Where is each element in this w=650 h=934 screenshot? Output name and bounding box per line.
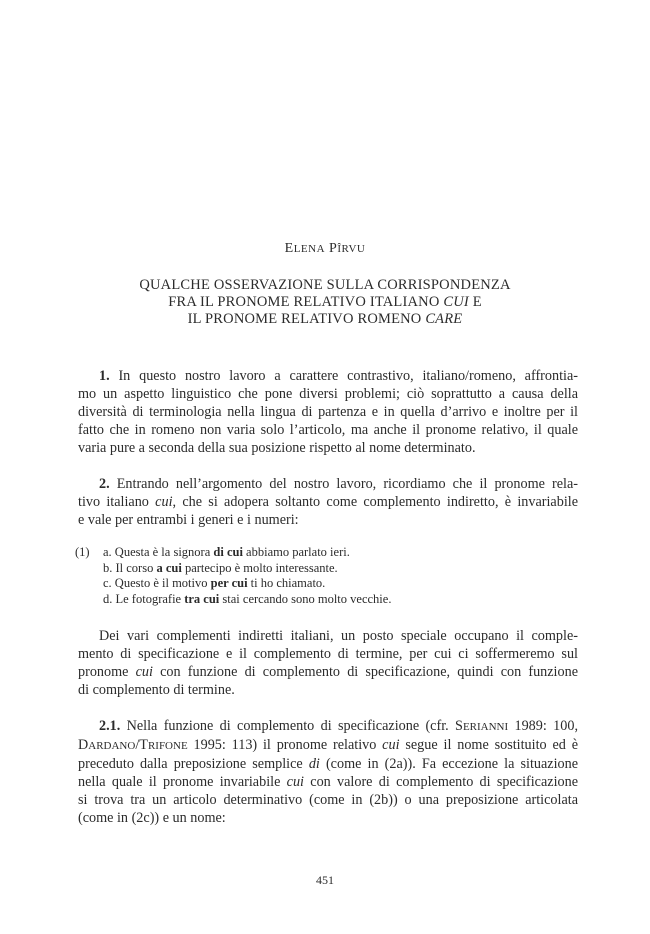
article-body <box>75 367 579 845</box>
title-line-1: QUALCHE OSSERVAZIONE SULLA CORRISPONDENZA <box>139 277 511 293</box>
example-number: (1) <box>75 545 90 559</box>
author-name: ELENA PÎRVU <box>284 241 366 256</box>
page-number: 451 <box>316 873 334 887</box>
example-item: d. Le fotografie tra cui stai cercando sono molto vecchie. <box>103 591 392 606</box>
example-item: a. Questa è la signora di cui abbiamo parlato ieri. <box>103 545 350 559</box>
section-number: 2. <box>99 476 110 492</box>
example-list <box>75 545 578 607</box>
article-title <box>0 277 650 328</box>
example-item: b. Il corso a cui partecipo è molto interessante. <box>103 560 338 575</box>
section-1-paragraph: 1. In questo nostro lavoro a carattere contrastivo, italiano/romeno, affrontia- mo un aspetto linguistico che pone diversi problemi; ciò soprattutto a causa della diversità di terminologia nella lingua di partenza e in quella d’arrivo e inoltre per il fatto che in romeno non varia solo l’articolo, ma anche il pronome relativo, il quale varia pure a seconda della sua posizione rispetto al nome determinato. <box>78 368 578 456</box>
section-number: 1. <box>99 368 110 384</box>
section-2-paragraph: 2. Entrando nell’argomento del nostro lavoro, ricordiamo che il pronome rela- tivo italiano cui, che si adopera soltanto come complemento indiretto, è invariabile e vale per entrambi i generi e i numeri: <box>78 476 578 528</box>
title-line-3: IL PRONOME RELATIVO ROMENO CARE <box>187 311 463 327</box>
title-line-2: FRA IL PRONOME RELATIVO ITALIANO CUI E <box>168 294 482 310</box>
section-3-paragraph: Dei vari complementi indiretti italiani, un posto speciale occupano il comple- mento di specificazione e il complemento di termine, per cui ci soffermeremo sul pronome cui con funzione di complemento di specificazione, quindi con funzione di complemento di termine. <box>78 628 578 698</box>
section-2-1-paragraph: 2.1. Nella funzione di complemento di specificazione (cfr. SERIANNI 1989: 100, DARDANO/TRIFONE 1995: 113) il pronome relativo cui segue il nome sostituito ed è preceduto dalla preposizione semplice di (come in (2a)). Fa eccezione la situazione nella quale il pronome invariabile cui con valore di complemento di specificazione si trova tra un articolo determinativo (come in (2b)) o una preposizione articolata (come in (2c)) e un nome: <box>78 718 579 826</box>
example-item: c. Questo è il motivo per cui ti ho chiamato. <box>103 576 326 590</box>
section-number: 2.1. <box>99 718 121 734</box>
